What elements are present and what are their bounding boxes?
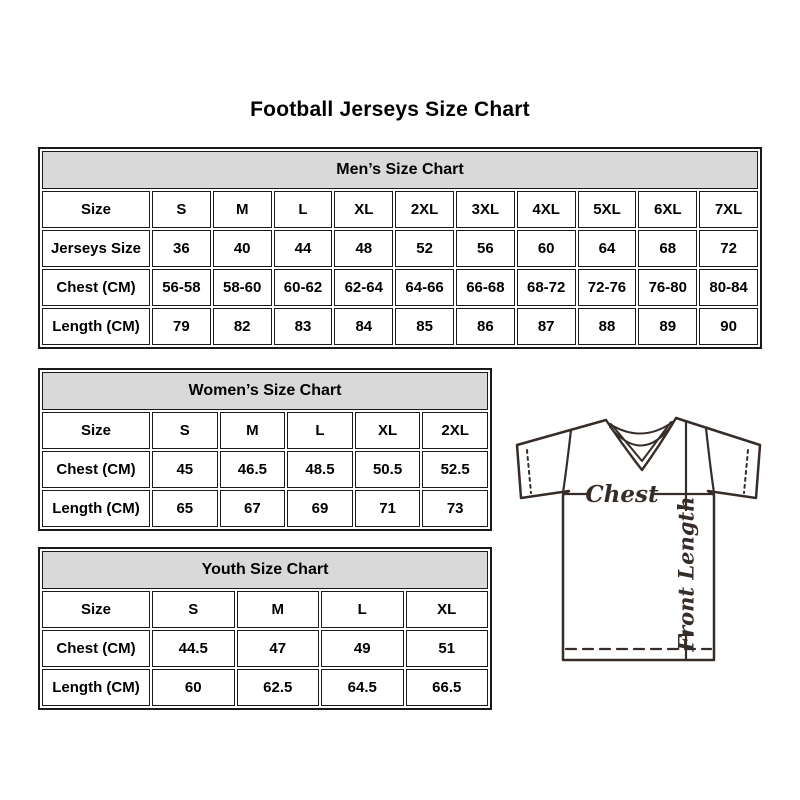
table-title-row xyxy=(42,151,758,189)
value-cell: L xyxy=(321,591,404,628)
value-cell: 71 xyxy=(355,490,421,527)
value-cell: 56 xyxy=(456,230,515,267)
row-label-cell: Length (CM) xyxy=(42,490,150,527)
value-cell: 48.5 xyxy=(287,451,353,488)
value-cell: 86 xyxy=(456,308,515,345)
value-cell: 67 xyxy=(220,490,286,527)
youth-size-table xyxy=(38,547,492,710)
table-title: Women’s Size Chart xyxy=(42,372,488,410)
value-cell: L xyxy=(287,412,353,449)
row-label-cell: Size xyxy=(42,412,150,449)
value-cell: M xyxy=(237,591,320,628)
table-title: Youth Size Chart xyxy=(42,551,488,589)
value-cell: XL xyxy=(355,412,421,449)
value-cell: 6XL xyxy=(638,191,697,228)
value-cell: 87 xyxy=(517,308,576,345)
value-cell: 64-66 xyxy=(395,269,454,306)
row-label-cell: Chest (CM) xyxy=(42,630,150,667)
value-cell: 72-76 xyxy=(578,269,637,306)
table-title-row xyxy=(42,372,488,410)
value-cell: 64 xyxy=(578,230,637,267)
value-cell: 56-58 xyxy=(152,269,211,306)
value-cell: 89 xyxy=(638,308,697,345)
value-cell: 40 xyxy=(213,230,272,267)
table-row xyxy=(42,490,488,527)
value-cell: XL xyxy=(334,191,393,228)
value-cell: 88 xyxy=(578,308,637,345)
value-cell: 44.5 xyxy=(152,630,235,667)
value-cell: 2XL xyxy=(422,412,488,449)
value-cell: 66-68 xyxy=(456,269,515,306)
value-cell: 36 xyxy=(152,230,211,267)
value-cell: M xyxy=(220,412,286,449)
value-cell: 62.5 xyxy=(237,669,320,706)
value-cell: 49 xyxy=(321,630,404,667)
value-cell: 83 xyxy=(274,308,333,345)
value-cell: 60 xyxy=(152,669,235,706)
row-label-cell: Length (CM) xyxy=(42,308,150,345)
value-cell: 69 xyxy=(287,490,353,527)
value-cell: 72 xyxy=(699,230,758,267)
value-cell: 85 xyxy=(395,308,454,345)
value-cell: 44 xyxy=(274,230,333,267)
value-cell: 65 xyxy=(152,490,218,527)
page-title: Football Jerseys Size Chart xyxy=(250,98,530,121)
value-cell: 47 xyxy=(237,630,320,667)
value-cell: 50.5 xyxy=(355,451,421,488)
row-label-cell: Size xyxy=(42,591,150,628)
table-row xyxy=(42,269,758,306)
row-label-cell: Size xyxy=(42,191,150,228)
front-length-measure-label: Front Length xyxy=(673,496,699,652)
value-cell: 46.5 xyxy=(220,451,286,488)
row-label-cell: Chest (CM) xyxy=(42,269,150,306)
value-cell: 4XL xyxy=(517,191,576,228)
value-cell: M xyxy=(213,191,272,228)
value-cell: 7XL xyxy=(699,191,758,228)
table-row xyxy=(42,591,488,628)
value-cell: 79 xyxy=(152,308,211,345)
value-cell: XL xyxy=(406,591,489,628)
value-cell: 73 xyxy=(422,490,488,527)
value-cell: 68 xyxy=(638,230,697,267)
value-cell: 51 xyxy=(406,630,489,667)
mens-size-table xyxy=(38,147,762,349)
table-row xyxy=(42,630,488,667)
value-cell: 82 xyxy=(213,308,272,345)
row-label-cell: Chest (CM) xyxy=(42,451,150,488)
table-row xyxy=(42,412,488,449)
value-cell: 90 xyxy=(699,308,758,345)
value-cell: S xyxy=(152,412,218,449)
table-row xyxy=(42,669,488,706)
value-cell: 2XL xyxy=(395,191,454,228)
value-cell: 80-84 xyxy=(699,269,758,306)
value-cell: 5XL xyxy=(578,191,637,228)
table-row xyxy=(42,191,758,228)
jersey-measurement-diagram xyxy=(505,403,780,673)
womens-size-table xyxy=(38,368,492,531)
value-cell: 3XL xyxy=(456,191,515,228)
row-label-cell: Length (CM) xyxy=(42,669,150,706)
value-cell: 58-60 xyxy=(213,269,272,306)
jersey-outline-path xyxy=(517,418,760,660)
table-title-row xyxy=(42,551,488,589)
value-cell: 60 xyxy=(517,230,576,267)
value-cell: 52.5 xyxy=(422,451,488,488)
value-cell: L xyxy=(274,191,333,228)
value-cell: 76-80 xyxy=(638,269,697,306)
value-cell: 84 xyxy=(334,308,393,345)
value-cell: 45 xyxy=(152,451,218,488)
chest-measure-label: Chest xyxy=(585,481,659,508)
table-row xyxy=(42,230,758,267)
value-cell: 48 xyxy=(334,230,393,267)
table-title: Men’s Size Chart xyxy=(42,151,758,189)
table-row xyxy=(42,451,488,488)
value-cell: 64.5 xyxy=(321,669,404,706)
value-cell: S xyxy=(152,591,235,628)
value-cell: S xyxy=(152,191,211,228)
value-cell: 52 xyxy=(395,230,454,267)
value-cell: 60-62 xyxy=(274,269,333,306)
table-row xyxy=(42,308,758,345)
value-cell: 62-64 xyxy=(334,269,393,306)
value-cell: 68-72 xyxy=(517,269,576,306)
row-label-cell: Jerseys Size xyxy=(42,230,150,267)
value-cell: 66.5 xyxy=(406,669,489,706)
